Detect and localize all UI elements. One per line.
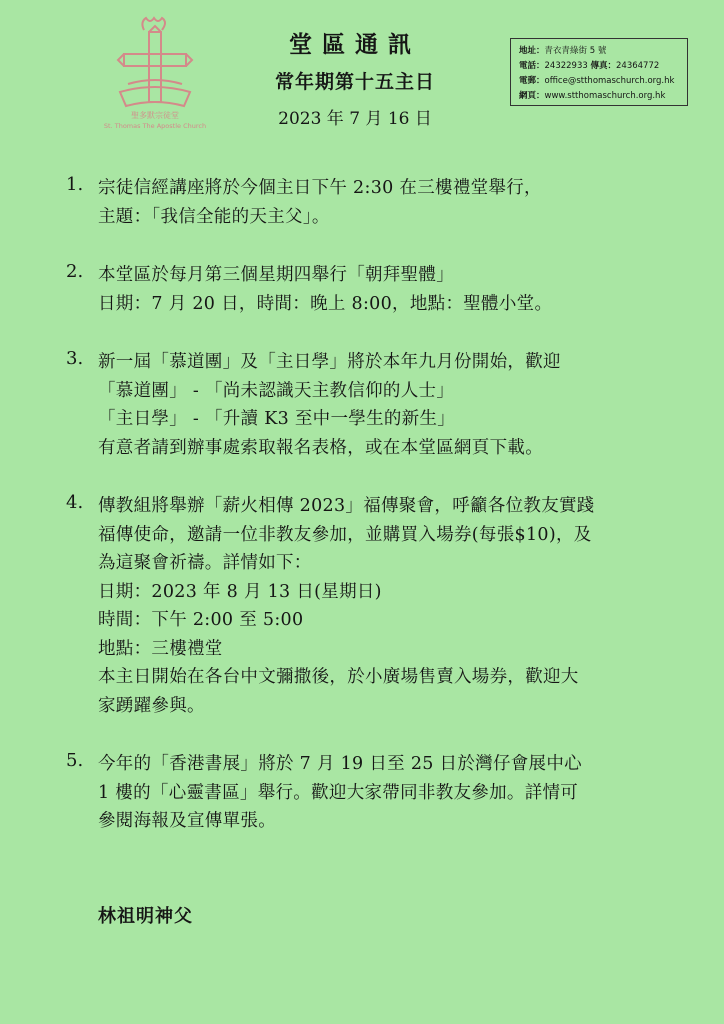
- announcement-item: [66, 174, 706, 231]
- contact-email: 電郵：office@stthomaschurch.org.hk: [519, 76, 675, 86]
- item-line: 地點：三樓禮堂: [98, 638, 223, 659]
- item-line: 新一屆「慕道團」及「主日學」將於本年九月份開始，歡迎: [98, 352, 561, 372]
- announcement-item: [66, 261, 706, 318]
- item-line: 宗徒信經講座將於今個主日下午 2:30 在三樓禮堂舉行，: [98, 178, 542, 198]
- item-number: 1.: [66, 174, 84, 195]
- item-number: 2.: [66, 261, 84, 282]
- item-line: 日期：7 月 20 日，時間：晚上 8:00，地點：聖體小堂。: [98, 293, 553, 314]
- newsletter-date: 2023 年 7 月 16 日: [278, 109, 432, 129]
- church-logo: [100, 14, 210, 134]
- item-line: 家踴躍參與。: [98, 695, 205, 716]
- item-number: 4.: [66, 492, 84, 513]
- item-number: 3.: [66, 348, 84, 369]
- announcement-item: [66, 492, 706, 720]
- svg-text:聖多默宗徒堂: 聖多默宗徒堂: [131, 111, 179, 120]
- announcement-item: [66, 750, 706, 836]
- item-line: 時間：下午 2:00 至 5:00: [98, 610, 304, 630]
- newsletter-subtitle: 常年期第十五主日: [274, 71, 435, 93]
- contact-website: 網頁：www.stthomaschurch.org.hk: [519, 91, 666, 101]
- item-line: 「主日學」 - 「升讀 K3 至中一學生的新生」: [98, 409, 456, 429]
- signature: 林祖明神父: [98, 906, 193, 927]
- item-line: 為這聚會祈禱。詳情如下：: [98, 553, 312, 573]
- announcement-list: [66, 174, 706, 866]
- item-line: 有意者請到辦事處索取報名表格，或在本堂區網頁下載。: [98, 437, 543, 458]
- item-line: 參閱海報及宣傳單張。: [98, 811, 276, 831]
- item-line: 日期：2023 年 8 月 13 日(星期日): [98, 581, 382, 602]
- contact-box: [510, 38, 688, 106]
- item-line: 主題：「我信全能的天主父」。: [98, 206, 330, 227]
- item-line: 今年的「香港書展」將於 7 月 19 日至 25 日於灣仔會展中心: [98, 754, 582, 774]
- item-line: 「慕道團」 - 「尚未認識天主教信仰的人士」: [98, 380, 455, 401]
- svg-text:St. Thomas The Apostle Church: St. Thomas The Apostle Church: [103, 122, 207, 130]
- item-line: 本堂區於每月第三個星期四舉行「朝拜聖體」: [98, 265, 454, 285]
- item-line: 1 樓的「心靈書區」舉行。歡迎大家帶同非教友參加。詳情可: [98, 782, 579, 803]
- item-line: 福傳使命，邀請一位非教友參加，並購買入場券(每張$10)，及: [98, 524, 592, 545]
- item-number: 5.: [66, 750, 84, 771]
- announcement-item: [66, 348, 706, 462]
- contact-address: 地址：青衣青綠街 5 號: [519, 46, 607, 56]
- contact-phone-fax: 電話：24322933 傳真：24364772: [519, 61, 660, 71]
- item-line: 傳教組將舉辦「薪火相傳 2023」福傳聚會，呼籲各位教友實踐: [98, 496, 595, 516]
- item-line: 本主日開始在各台中文彌撒後，於小廣場售賣入場券，歡迎大: [98, 667, 579, 687]
- newsletter-title: 堂區通訊: [289, 31, 421, 58]
